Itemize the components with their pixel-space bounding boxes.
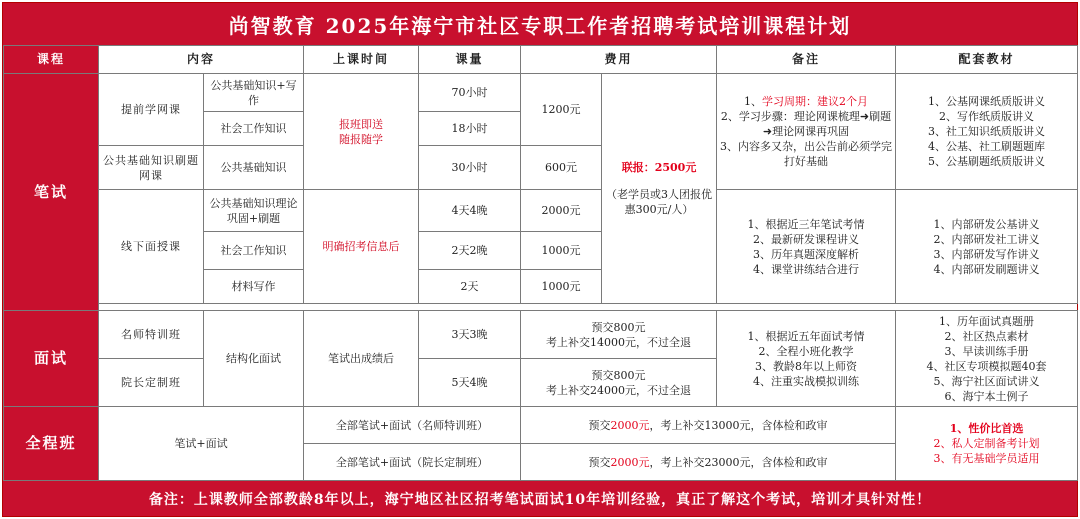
offline-time: 明确招考信息后 bbox=[304, 190, 419, 304]
header-time: 上课时间 bbox=[304, 46, 419, 74]
interview-materials-line: 2、社区热点素材 bbox=[944, 329, 1029, 343]
notes-online-prefix: 1、 bbox=[744, 95, 763, 108]
interview-fee-line: 预交800元 bbox=[591, 368, 646, 382]
materials-online-line: 1、公基网课纸质版讲义 bbox=[928, 95, 1046, 108]
header-materials: 配套教材 bbox=[896, 46, 1078, 74]
drill-fee: 600元 bbox=[521, 146, 602, 190]
full-notes-line: 1、性价比首选 bbox=[949, 422, 1024, 435]
interview-notes bbox=[717, 311, 896, 407]
category-written: 笔试 bbox=[4, 74, 99, 311]
combo-fee-cell bbox=[602, 74, 717, 304]
offline-fee: 2000元 bbox=[521, 190, 602, 232]
full-fee-amount: 2000元 bbox=[610, 455, 650, 469]
interview-fee-line: 预交800元 bbox=[591, 320, 646, 334]
header-hours: 课量 bbox=[419, 46, 521, 74]
full-notes bbox=[896, 407, 1078, 481]
interview-materials bbox=[896, 311, 1078, 407]
category-full: 全程班 bbox=[4, 407, 99, 481]
full-fee-post: ，考上补交13000元，含体检和政审 bbox=[649, 418, 828, 432]
notes-online-highlight: 学习周期：建议2个月 bbox=[762, 95, 869, 108]
materials-online-line: 3、社工知识纸质版讲义 bbox=[928, 125, 1046, 138]
drill-hours: 30小时 bbox=[419, 146, 521, 190]
interview-time: 笔试出成绩后 bbox=[304, 311, 419, 407]
notes-offline-line: 3、历年真题深度解析 bbox=[753, 247, 860, 261]
full-fee-pre: 预交 bbox=[588, 455, 611, 469]
interview-notes-line: 2、全程小班化教学 bbox=[758, 344, 854, 358]
header-notes: 备注 bbox=[717, 46, 896, 74]
offline-hours: 4天4晚 bbox=[419, 190, 521, 232]
full-content: 笔试+面试 bbox=[99, 407, 304, 481]
header-course: 课程 bbox=[4, 46, 99, 74]
online-time-line: 报班即送 bbox=[339, 117, 384, 131]
materials-online-line: 4、公基、社工刷题题库 bbox=[928, 140, 1046, 153]
table-row bbox=[4, 311, 1078, 359]
materials-offline-line: 3、内部研发写作讲义 bbox=[933, 247, 1040, 261]
notes-offline bbox=[717, 190, 896, 304]
table-row bbox=[4, 190, 1078, 232]
combo-note: （老学员或3人团报优惠300元/人） bbox=[606, 188, 713, 216]
full-fee bbox=[521, 407, 896, 444]
combo-fee: 联报：2500元 bbox=[621, 161, 697, 174]
full-fee bbox=[521, 444, 896, 481]
full-fee-post: ，考上补交23000元，含体检和政审 bbox=[649, 455, 828, 469]
interview-notes-line: 1、根据近五年面试考情 bbox=[747, 329, 865, 343]
interview-materials-line: 3、早读训练手册 bbox=[944, 344, 1029, 358]
full-fee-pre: 预交 bbox=[588, 418, 611, 432]
notes-offline-line: 2、最新研发课程讲义 bbox=[753, 232, 860, 246]
notes-online-line: 3、内容多又杂，出公告前必须学完打好基础 bbox=[720, 140, 893, 168]
materials-offline bbox=[896, 190, 1078, 304]
notes-offline-line: 1、根据近三年笔试考情 bbox=[747, 217, 865, 231]
interview-class-name: 名师特训班 bbox=[99, 311, 204, 359]
offline-subject: 公共基础知识理论巩固+刷题 bbox=[204, 190, 304, 232]
interview-hours: 3天3晚 bbox=[419, 311, 521, 359]
materials-online bbox=[896, 74, 1078, 190]
offline-hours: 2天2晚 bbox=[419, 232, 521, 270]
header-fee: 费用 bbox=[521, 46, 717, 74]
page-title: 尚智教育 2025年海宁市社区专职工作者招聘考试培训课程计划 bbox=[3, 3, 1077, 45]
preclass-fee: 1200元 bbox=[521, 74, 602, 146]
full-fee-amount: 2000元 bbox=[610, 418, 650, 432]
offline-hours: 2天 bbox=[419, 270, 521, 304]
preclass-hours: 70小时 bbox=[419, 74, 521, 112]
interview-fee-line: 考上补交14000元，不过全退 bbox=[546, 335, 692, 349]
interview-materials-line: 1、历年面试真题册 bbox=[939, 314, 1035, 328]
offline-fee: 1000元 bbox=[521, 232, 602, 270]
drill-subject: 公共基础知识 bbox=[204, 146, 304, 190]
category-interview: 面试 bbox=[4, 311, 99, 407]
header-content: 内容 bbox=[99, 46, 304, 74]
table-row bbox=[4, 407, 1078, 444]
notes-online-line: 2、学习步骤：理论网课梳理➜刷题➜理论网课再巩固 bbox=[720, 110, 892, 138]
online-time-line: 随报随学 bbox=[339, 132, 384, 146]
interview-materials-line: 6、海宁本土例子 bbox=[944, 389, 1029, 403]
materials-offline-line: 4、内部研发刷题讲义 bbox=[933, 262, 1040, 276]
notes-online bbox=[717, 74, 896, 190]
offline-fee: 1000元 bbox=[521, 270, 602, 304]
preclass-hours: 18小时 bbox=[419, 112, 521, 146]
interview-notes-line: 3、教龄8年以上师资 bbox=[755, 359, 858, 373]
notes-offline-line: 4、课堂讲练结合进行 bbox=[753, 262, 860, 276]
course-plan-table bbox=[3, 45, 1078, 481]
materials-online-line: 5、公基刷题纸质版讲义 bbox=[928, 155, 1046, 168]
interview-fee bbox=[521, 359, 717, 407]
offline-subject: 材料写作 bbox=[204, 270, 304, 304]
materials-online-line: 2、写作纸质版讲义 bbox=[939, 110, 1035, 123]
full-notes-line: 2、私人定制备考计划 bbox=[933, 437, 1040, 450]
interview-hours: 5天4晚 bbox=[419, 359, 521, 407]
interview-materials-line: 4、社区专项模拟题40套 bbox=[926, 359, 1047, 373]
full-notes-line: 3、有无基础学员适用 bbox=[933, 452, 1040, 465]
interview-materials-line: 5、海宁社区面试讲义 bbox=[933, 374, 1040, 388]
footer-note: 备注：上课教师全部教龄8年以上，海宁地区社区招考笔试面试10年培训经验，真正了解这个考试，培训才具针对性！ bbox=[3, 481, 1077, 516]
materials-offline-line: 2、内部研发社工讲义 bbox=[933, 232, 1040, 246]
table-row bbox=[4, 74, 1078, 112]
materials-offline-line: 1、内部研发公基讲义 bbox=[933, 217, 1040, 231]
interview-class-name: 院长定制班 bbox=[99, 359, 204, 407]
online-time bbox=[304, 74, 419, 190]
preclass-subject: 社会工作知识 bbox=[204, 112, 304, 146]
notes-online-line bbox=[720, 94, 892, 109]
header-row bbox=[4, 46, 1078, 74]
interview-fee bbox=[521, 311, 717, 359]
full-time: 全部笔试+面试（院长定制班） bbox=[304, 444, 521, 481]
offline-name: 线下面授课 bbox=[99, 190, 204, 304]
full-time: 全部笔试+面试（名师特训班） bbox=[304, 407, 521, 444]
interview-fee-line: 考上补交24000元，不过全退 bbox=[546, 383, 692, 397]
preclass-name: 提前学网课 bbox=[99, 74, 204, 146]
offline-subject: 社会工作知识 bbox=[204, 232, 304, 270]
interview-content: 结构化面试 bbox=[204, 311, 304, 407]
interview-notes-line: 4、注重实战模拟训练 bbox=[753, 374, 860, 388]
drill-name: 公共基础知识刷题网课 bbox=[99, 146, 204, 190]
preclass-subject: 公共基础知识+写作 bbox=[204, 74, 304, 112]
